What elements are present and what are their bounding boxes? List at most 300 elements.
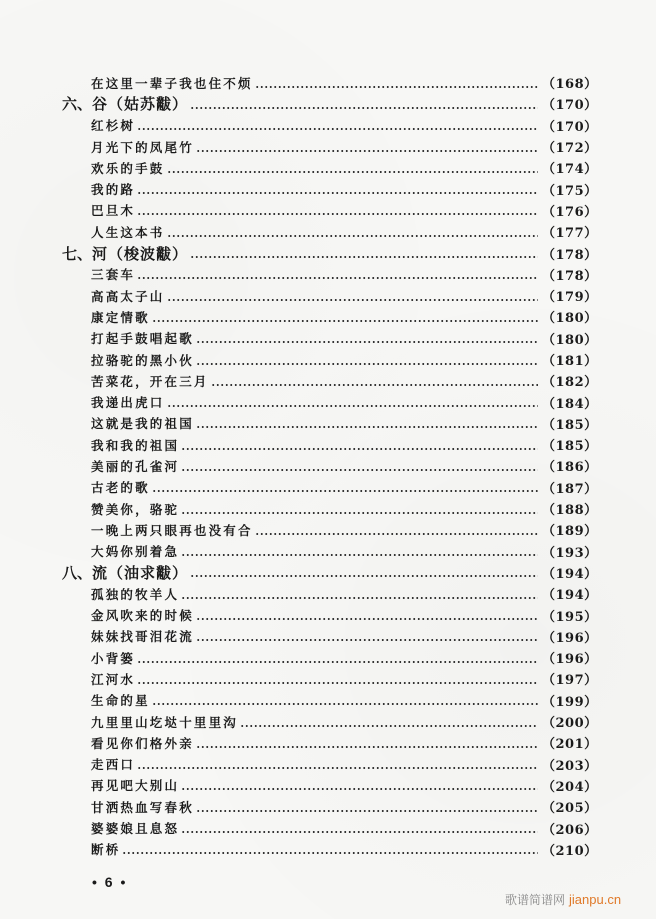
dot-leader (152, 703, 538, 705)
paren-close: ） (584, 204, 598, 220)
entry-title: 我的路 (91, 182, 136, 198)
paren-open: （ (542, 822, 556, 838)
entry-title: 我和我的祖国 (91, 437, 180, 453)
section-title: 河（梭波黻） (92, 244, 189, 263)
dot-leader (196, 426, 538, 428)
page-ref-number: 185 (555, 417, 585, 433)
toc-title-wrap (91, 798, 194, 816)
page-ref-number: 199 (555, 694, 585, 710)
toc-entry-row (0, 221, 656, 242)
toc-title-wrap (91, 670, 135, 688)
toc-title-wrap (91, 478, 150, 496)
paren-close: ） (584, 481, 598, 497)
toc-entry-row (0, 285, 656, 306)
toc-entry-row (0, 178, 656, 199)
page-ref-number: 178 (555, 268, 585, 284)
paren-open: （ (542, 694, 556, 710)
toc-title-wrap (91, 351, 194, 369)
paren-open: （ (542, 758, 556, 774)
toc-title-wrap (91, 265, 135, 283)
toc-title-wrap (91, 372, 209, 390)
toc-section-row (0, 242, 656, 263)
dot-leader (122, 852, 538, 854)
entry-title: 看见你们格外亲 (91, 735, 194, 751)
paren-close: ） (584, 183, 598, 199)
toc-title-wrap (91, 734, 194, 752)
toc-title-wrap (91, 755, 135, 773)
watermark (505, 891, 621, 908)
entry-title: 拉骆驼的黑小伙 (91, 352, 194, 368)
section-number: 六、 (62, 95, 93, 114)
entry-title: 九里里山圪垯十里里沟 (91, 714, 239, 730)
page-ref-number: 170 (555, 119, 585, 135)
dot-leader (181, 512, 538, 514)
page-reference (542, 222, 622, 241)
page-ref-number: 205 (555, 801, 585, 817)
page-ref-number: 197 (555, 673, 585, 689)
entry-title: 月光下的凤尾竹 (91, 139, 194, 155)
page-ref-number: 176 (555, 204, 585, 220)
dot-leader (167, 405, 538, 407)
toc-title-wrap (91, 159, 165, 177)
page-ref-number: 179 (555, 290, 585, 306)
paren-open: （ (542, 141, 556, 157)
paren-open: （ (542, 737, 556, 753)
toc-entry-row (0, 477, 656, 498)
paren-close: ） (584, 566, 598, 582)
paren-close: ） (584, 609, 598, 625)
entry-title: 古老的歌 (91, 480, 150, 496)
paren-close: ） (584, 77, 598, 93)
paren-close: ） (584, 652, 598, 668)
paren-open: （ (542, 801, 556, 817)
toc-title-wrap (91, 627, 194, 645)
paren-open: （ (542, 417, 556, 433)
paren-close: ） (584, 673, 598, 689)
page-reference (542, 244, 622, 263)
entry-title: 生命的星 (91, 693, 150, 709)
watermark-url: jianpu.cn (569, 892, 622, 907)
paren-open: （ (542, 439, 556, 455)
toc-entry-row (0, 775, 656, 796)
toc-title-wrap (91, 649, 135, 667)
watermark-site-name: 歌谱简谱网 (505, 893, 566, 907)
paren-open: （ (542, 268, 556, 284)
page-ref-number: 174 (555, 162, 585, 178)
toc-entry-row (0, 434, 656, 455)
page-reference (542, 797, 622, 816)
page-reference (542, 648, 622, 667)
page-number: • 6 • (92, 874, 128, 890)
toc-title-wrap (91, 542, 179, 560)
page-reference (542, 94, 622, 113)
page-ref-number: 186 (555, 460, 585, 476)
paren-close: ） (584, 417, 598, 433)
section-number: 八、 (62, 563, 93, 582)
toc-entry-row (0, 136, 656, 157)
entry-title: 大妈你别着急 (91, 544, 180, 560)
paren-open: （ (542, 503, 556, 519)
paren-open: （ (542, 247, 556, 263)
entry-title: 甘洒热血写春秋 (91, 799, 194, 815)
paren-open: （ (542, 290, 556, 306)
toc-title-wrap (91, 138, 194, 156)
toc-title-wrap (62, 93, 188, 114)
dot-leader (190, 256, 538, 258)
paren-close: ） (584, 311, 598, 327)
paren-open: （ (542, 524, 556, 540)
paren-close: ） (584, 524, 598, 540)
page-ref-number: 188 (555, 503, 585, 519)
paren-close: ） (584, 822, 598, 838)
paren-close: ） (584, 354, 598, 369)
entry-title: 小背篓 (91, 650, 136, 666)
page-reference (542, 563, 622, 582)
paren-open: （ (542, 226, 556, 242)
toc-title-wrap (91, 414, 194, 432)
paren-close: ） (584, 247, 598, 263)
paren-close: ） (584, 694, 598, 710)
paren-open: （ (542, 545, 556, 561)
paren-close: ） (584, 439, 598, 455)
toc-section-row (0, 562, 656, 583)
page-ref-number: 180 (555, 311, 585, 327)
dot-leader (196, 150, 538, 152)
page-ref-number: 206 (555, 822, 585, 838)
page-ref-number: 175 (555, 183, 585, 199)
paren-open: （ (542, 311, 556, 327)
page-ref-number: 189 (555, 524, 585, 540)
paren-close: ） (584, 503, 598, 519)
paren-open: （ (542, 779, 556, 795)
toc-title-wrap (91, 713, 238, 731)
toc-title-wrap (91, 521, 253, 539)
paren-open: （ (542, 652, 556, 668)
toc-entry-row (0, 455, 656, 476)
page-reference (542, 542, 622, 561)
page-reference (542, 158, 622, 177)
paren-open: （ (542, 354, 556, 369)
dot-leader (240, 725, 538, 727)
paren-open: （ (542, 332, 556, 348)
paren-close: ） (584, 758, 598, 774)
entry-title: 红杉树 (91, 118, 136, 134)
page-reference (542, 478, 622, 497)
page-reference (542, 627, 622, 646)
toc-title-wrap (91, 180, 135, 198)
entry-title: 我递出虎口 (91, 395, 165, 411)
toc-title-wrap (62, 562, 188, 583)
toc-entry-row (0, 200, 656, 221)
paren-close: ） (584, 119, 598, 135)
paren-open: （ (542, 460, 556, 476)
page-reference (542, 329, 622, 348)
toc-entry-row (0, 519, 656, 540)
toc-title-wrap (91, 819, 179, 837)
paren-open: （ (542, 566, 556, 582)
page-reference (542, 116, 622, 135)
paren-close: ） (584, 779, 598, 795)
toc-entry-row (0, 839, 656, 860)
toc-entry-row (0, 732, 656, 753)
entry-title: 美丽的孔雀河 (91, 458, 180, 474)
page-ref-number: 194 (555, 588, 585, 604)
page-ref-number: 170 (555, 98, 585, 114)
paren-open: （ (542, 77, 556, 93)
page-reference (542, 414, 622, 433)
toc-title-wrap (91, 606, 194, 624)
dot-leader (196, 341, 538, 343)
page-ref-number: 210 (555, 843, 585, 859)
toc-title-wrap (91, 287, 165, 305)
table-of-contents (0, 72, 656, 860)
dot-leader (137, 682, 538, 684)
dot-leader (167, 299, 538, 301)
toc-title-wrap (91, 436, 179, 454)
paren-open: （ (542, 588, 556, 604)
toc-entry-row (0, 604, 656, 625)
paren-open: （ (542, 396, 556, 412)
paren-open: （ (542, 98, 556, 114)
paren-open: （ (542, 162, 556, 178)
page-reference (542, 584, 622, 603)
toc-entry-row (0, 754, 656, 775)
toc-entry-row (0, 690, 656, 711)
toc-title-wrap (91, 500, 179, 518)
toc-entry-row (0, 711, 656, 732)
entry-title: 欢乐的手鼓 (91, 160, 165, 176)
page-reference (542, 712, 622, 731)
dot-leader (137, 277, 538, 279)
page-ref-number: 181 (555, 354, 585, 369)
dot-leader (181, 448, 538, 450)
toc-title-wrap (91, 457, 179, 475)
paren-close: ） (584, 290, 598, 306)
entry-title: 再见吧大别山 (91, 778, 180, 794)
toc-entry-row (0, 817, 656, 838)
toc-title-wrap (91, 223, 165, 241)
page-ref-number: 196 (555, 652, 585, 668)
toc-title-wrap (91, 308, 150, 326)
dot-leader (181, 469, 538, 471)
dot-leader (167, 235, 538, 237)
dot-leader (167, 171, 538, 173)
dot-leader (196, 618, 538, 620)
dot-leader (196, 639, 538, 641)
page-ref-number: 168 (555, 77, 585, 93)
page-ref-number: 201 (555, 737, 585, 753)
entry-title: 苦菜花，开在三月 (91, 373, 209, 389)
paren-close: ） (584, 843, 598, 859)
toc-entry-row (0, 264, 656, 285)
paren-close: ） (584, 737, 598, 753)
dot-leader (137, 213, 538, 215)
page-reference (542, 520, 622, 539)
page-reference (542, 819, 622, 838)
entry-title: 打起手鼓唱起歌 (91, 331, 194, 347)
toc-entry-row (0, 328, 656, 349)
dot-leader (137, 767, 538, 769)
toc-entry-row (0, 647, 656, 668)
paren-close: ） (584, 141, 598, 157)
dot-leader (181, 597, 538, 599)
page-reference (542, 350, 622, 369)
section-title: 谷（姑苏黻） (92, 95, 189, 114)
entry-title: 一晚上两只眼再也没有合 (91, 522, 253, 538)
toc-title-wrap (91, 585, 179, 603)
toc-title-wrap (91, 116, 135, 134)
paren-open: （ (542, 481, 556, 497)
page-ref-number: 204 (555, 779, 585, 795)
paren-close: ） (584, 162, 598, 178)
paren-open: （ (542, 375, 556, 391)
entry-title: 江河水 (91, 671, 136, 687)
paren-open: （ (542, 716, 556, 732)
entry-title: 人生这本书 (91, 224, 165, 240)
paren-open: （ (542, 119, 556, 135)
page-reference (542, 393, 622, 412)
dot-leader (211, 384, 538, 386)
paren-close: ） (584, 98, 598, 114)
page-reference (542, 840, 622, 859)
paren-open: （ (542, 843, 556, 859)
page-ref-number: 203 (555, 758, 585, 774)
entry-title: 高高太子山 (91, 288, 165, 304)
paren-close: ） (584, 801, 598, 817)
paren-open: （ (542, 609, 556, 625)
dot-leader (196, 746, 538, 748)
entry-title: 走西口 (91, 757, 136, 773)
entry-title: 在这里一辈子我也住不烦 (91, 75, 253, 91)
dot-leader (181, 831, 538, 833)
toc-entry-row (0, 306, 656, 327)
paren-open: （ (542, 673, 556, 689)
toc-entry-row (0, 72, 656, 93)
dot-leader (137, 128, 538, 130)
page-reference (542, 265, 622, 284)
dot-leader (255, 86, 538, 88)
page-reference (542, 733, 622, 752)
toc-entry-row (0, 626, 656, 647)
toc-title-wrap (91, 393, 165, 411)
toc-entry-row (0, 349, 656, 370)
dot-leader (181, 788, 538, 790)
page-reference (542, 755, 622, 774)
paren-close: ） (584, 630, 598, 646)
page-reference (542, 307, 622, 326)
paren-close: ） (584, 460, 598, 476)
page-reference (542, 201, 622, 220)
entry-title: 婆婆娘且息怒 (91, 821, 180, 837)
entry-title: 康定情歌 (91, 309, 150, 325)
toc-entry-row (0, 413, 656, 434)
paren-open: （ (542, 183, 556, 199)
toc-title-wrap (91, 329, 194, 347)
page-ref-number: 200 (555, 716, 585, 732)
page-reference (542, 286, 622, 305)
toc-entry-row (0, 370, 656, 391)
paren-open: （ (542, 630, 556, 646)
section-title: 流（油求黻） (92, 563, 189, 582)
page-reference (542, 499, 622, 518)
page-ref-number: 177 (555, 226, 585, 242)
paren-close: ） (584, 332, 598, 348)
dot-leader (152, 320, 538, 322)
dot-leader (196, 810, 538, 812)
page-ref-number: 180 (555, 332, 585, 348)
dot-leader (152, 490, 538, 492)
page-ref-number: 178 (555, 247, 585, 263)
page-ref-number: 184 (555, 396, 585, 412)
page-ref-number: 194 (555, 566, 585, 582)
toc-entry-row (0, 157, 656, 178)
page-ref-number: 182 (555, 375, 585, 391)
toc-entry-row (0, 583, 656, 604)
dot-leader (255, 533, 538, 535)
toc-title-wrap (91, 74, 253, 92)
page-reference (542, 435, 622, 454)
paren-open: （ (542, 204, 556, 220)
page-ref-number: 187 (555, 481, 585, 497)
paren-close: ） (584, 375, 598, 391)
dot-leader (196, 363, 538, 365)
toc-title-wrap (91, 201, 135, 219)
dot-leader (190, 575, 538, 577)
toc-entry-row (0, 541, 656, 562)
page-ref-number: 185 (555, 439, 585, 455)
page-ref-number: 196 (555, 630, 585, 646)
dot-leader (137, 192, 538, 194)
page-reference (542, 73, 622, 92)
toc-title-wrap (62, 243, 188, 264)
page-reference (542, 776, 622, 795)
toc-entry-row (0, 498, 656, 519)
toc-entry-row (0, 668, 656, 689)
toc-section-row (0, 93, 656, 114)
paren-close: ） (584, 396, 598, 412)
paren-close: ） (584, 268, 598, 284)
entry-title: 孤独的牧羊人 (91, 586, 180, 602)
toc-entry-row (0, 115, 656, 136)
entry-title: 这就是我的祖国 (91, 416, 194, 432)
entry-title: 三套车 (91, 267, 136, 283)
entry-title: 妹妹找哥泪花流 (91, 629, 194, 645)
dot-leader (137, 661, 538, 663)
toc-entry-row (0, 796, 656, 817)
paren-close: ） (584, 545, 598, 561)
entry-title: 赞美你，骆驼 (91, 501, 180, 517)
section-number: 七、 (62, 244, 93, 263)
page-reference (542, 669, 622, 688)
page-reference (542, 456, 622, 475)
paren-close: ） (584, 226, 598, 242)
page-reference (542, 606, 622, 625)
page-reference (542, 371, 622, 390)
toc-title-wrap (91, 691, 150, 709)
paren-close: ） (584, 588, 598, 604)
entry-title: 巴旦木 (91, 203, 136, 219)
paren-close: ） (584, 716, 598, 732)
page-reference (542, 691, 622, 710)
page-reference (542, 180, 622, 199)
page-ref-number: 172 (555, 141, 585, 157)
entry-title: 金风吹来的时候 (91, 608, 194, 624)
page-ref-number: 193 (555, 545, 585, 561)
dot-leader (181, 554, 538, 556)
toc-entry-row (0, 391, 656, 412)
page-reference (542, 137, 622, 156)
page-ref-number: 195 (555, 609, 585, 625)
